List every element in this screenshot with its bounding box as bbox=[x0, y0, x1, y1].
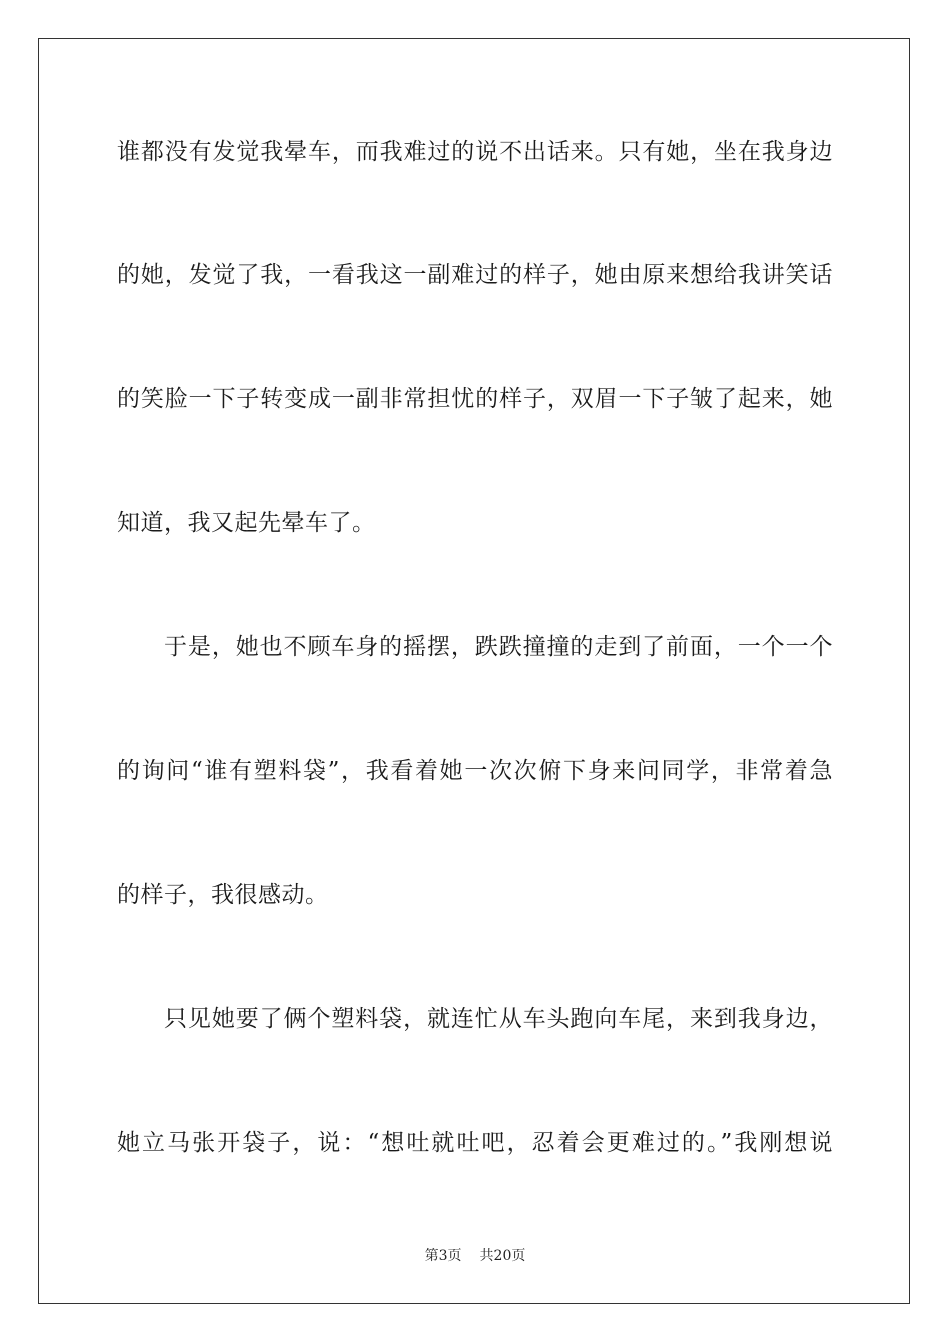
page-footer bbox=[0, 1246, 950, 1266]
paragraph-line: 的笑脸一下子转变成一副非常担忧的样子，双眉一下子皱了起来，她 bbox=[117, 386, 833, 412]
paragraph-line: 她立马张开袋子，说：“想吐就吐吧，忍着会更难过的。”我刚想说 bbox=[117, 1130, 833, 1156]
current-page-number: 第3页 bbox=[424, 1248, 462, 1264]
paragraph-line: 于是，她也不顾车身的摇摆，跌跌撞撞的走到了前面，一个一个 bbox=[164, 634, 833, 660]
paragraph-line: 只见她要了俩个塑料袋，就连忙从车头跑向车尾，来到我身边， bbox=[164, 1006, 833, 1032]
paragraph-line: 知道，我又起先晕车了。 bbox=[117, 510, 376, 536]
paragraph-line: 的询问“谁有塑料袋”，我看着她一次次俯下身来问同学，非常着急 bbox=[117, 758, 833, 784]
paragraph-line: 的她，发觉了我，一看我这一副难过的样子，她由原来想给我讲笑话 bbox=[117, 262, 833, 288]
page-border bbox=[38, 38, 910, 1304]
total-page-count: 共20页 bbox=[479, 1248, 526, 1264]
paragraph-line: 的样子，我很感动。 bbox=[117, 882, 329, 908]
paragraph-line: 谁都没有发觉我晕车，而我难过的说不出话来。只有她，坐在我身边 bbox=[117, 139, 833, 165]
